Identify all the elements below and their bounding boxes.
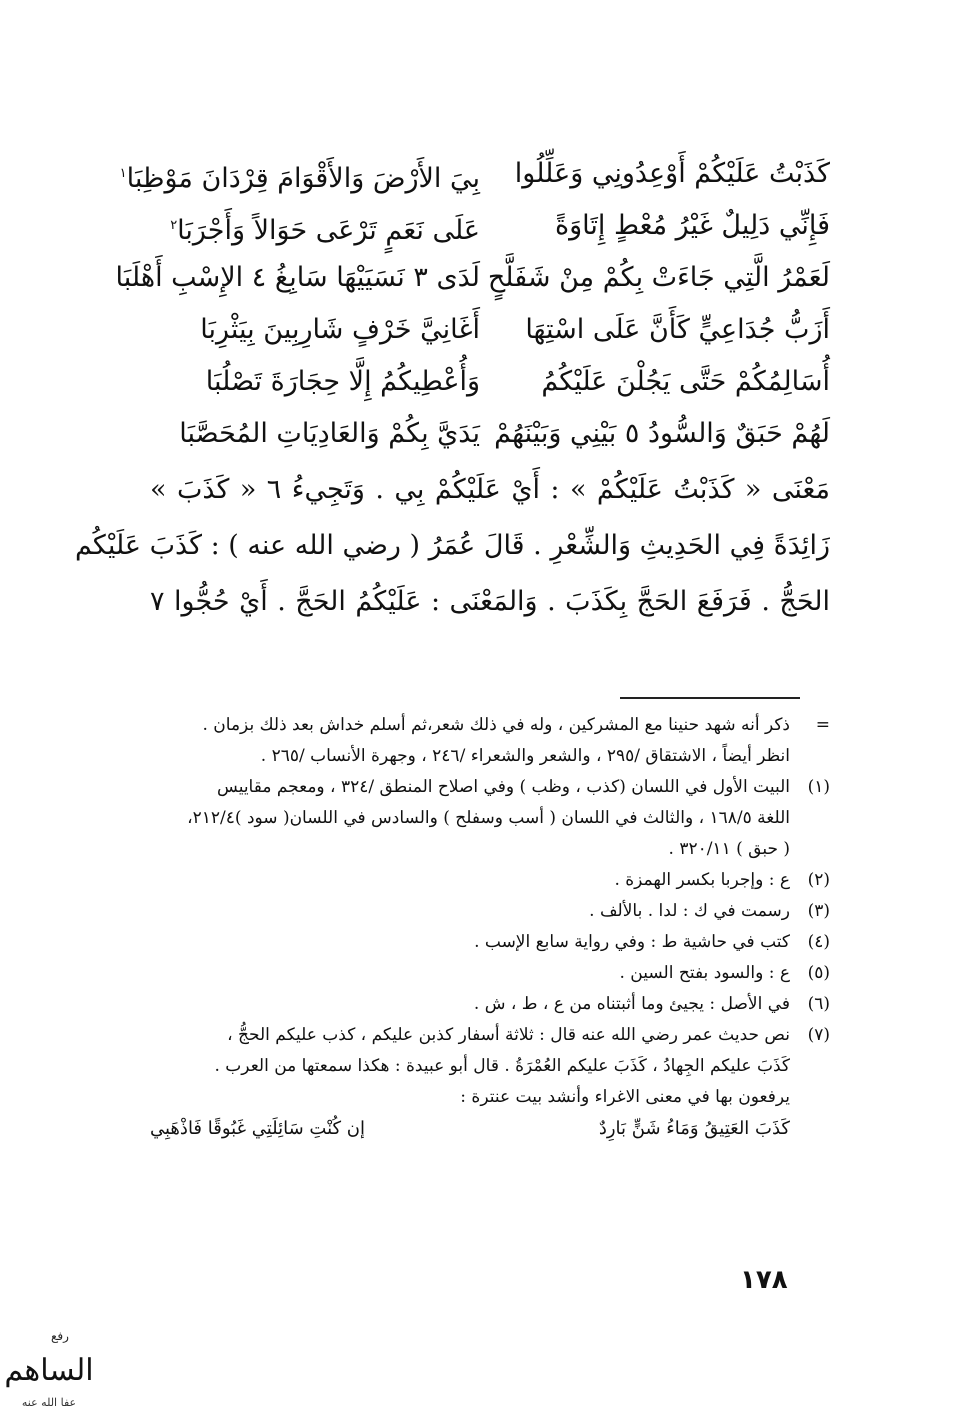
footnote-line: ع : وإجربا بكسر الهمزة . [614, 870, 790, 890]
footnote-continuation [150, 710, 830, 772]
commentary-line: زَائِدَةً فِي الحَدِيثِ وَالشِّعْرِ . قَالَ عُمَرُ ( رضي الله عنه ) : كَذَبَ عَلَيْكُم [74, 530, 830, 561]
quoted-couplet [150, 1113, 830, 1144]
verse-second-text: بِيَ الأَرْضَ وَالأَقْوَامَ قِرْدَانَ مَوْظِبَا [126, 163, 480, 194]
footnote-line: البيت الأول في اللسان (كذب ، وظب ) وفي اصلاح المنطق /٣٢٤ ، ومعجم مقاييس [217, 777, 790, 797]
verse-second-hemistich: وَأُعْطِيكُمُ إِلَّا حِجَارَةَ تَصْلُبَا [205, 366, 480, 397]
verse [150, 408, 830, 460]
verse-second-hemistich [119, 148, 480, 205]
footnote-mark: = [815, 715, 830, 735]
footnote-line: نص حديث عمر رضي الله عنه قال : ثلاثة أسفار كذبن عليكم ، كذب عليكم الحجُّ ، [227, 1025, 790, 1045]
verse-second-hemistich: يَدَيَّ بِكُمْ وَالعَادِيَاتِ المُحَصَّبَا [179, 418, 480, 449]
footnote-line: كتب في حاشية ط : وفي رواية سابع الإسب . [474, 932, 790, 952]
footnote-mark: (٧) [807, 1025, 830, 1045]
verse-first-hemistich: أَزَبُّ جُدَاعِيٍّ كَأَنَّ عَلَى اسْتِهَا [525, 314, 830, 345]
footnote-line: كَذَبَ عليكم الجِهادُ ، كَذَبَ عليكم العُمْرَةُ . قال أبو عبيدة : هكذا سمعتها من العرب . [214, 1056, 790, 1076]
footnote-5 [150, 958, 830, 989]
verse-footnote-ref: ١ [119, 166, 127, 181]
verse-first-hemistich: لَعَمْرُ الَّتِي جَاءَتْ بِكُمْ مِنْ شَفَلَّحٍ [487, 262, 830, 293]
footnote-mark: (٢) [807, 870, 830, 890]
footnotes [150, 710, 830, 1144]
footnote-2 [150, 865, 830, 896]
verse-first-hemistich: أُسَالِمُكُمْ حَتَّى يَجُلْنَ عَلَيْكُمُ [541, 366, 830, 397]
footnote-line: في الأصل : يجيئ وما أثبتناه من ع ، ط ، ش . [473, 994, 790, 1014]
commentary-line: مَعْنَى « كَذَبْتُ عَلَيْكُمْ » : أَيْ عَلَيْكُمْ بِي . وَتَجِيءُ ٦ « كَذَبَ » [150, 474, 830, 505]
footnote-6 [150, 989, 830, 1020]
footnote-7 [150, 1020, 830, 1113]
footnote-mark: (٤) [807, 932, 830, 952]
verse-footnote-ref: ٢ [170, 218, 178, 233]
verse-first-hemistich: كَذَبْتُ عَلَيْكُمْ أَوْعِدُونِي وَعَلِّلُوا [514, 158, 830, 189]
footnote-line: ع : والسود بفتح السين . [619, 963, 790, 983]
footnote-1 [150, 772, 830, 865]
footnote-line: انظر أيضاً ، الاشتقاق /٢٩٥ ، والشعر والشعراء /٢٤٦ ، وجهرة الأنساب /٢٦٥ . [260, 746, 790, 766]
footnote-mark: (٦) [807, 994, 830, 1014]
verse-second-hemistich: أَغَانِيَّ خَرْفٍ شَارِبِينَ بِيَثْرِبَا [200, 314, 480, 345]
footnote-mark: (١) [807, 777, 830, 797]
verse-first-hemistich: لَهُمْ حَبَقٌ وَالسُّودُ ٥ بَيْنِي وَبَيْنَهُمْ [494, 418, 830, 449]
footnote-mark: (٥) [807, 963, 830, 983]
verse [150, 356, 830, 408]
verse [119, 148, 830, 200]
page-number: ١٧٨ [740, 1265, 788, 1295]
footnote-mark: (٣) [807, 901, 830, 921]
commentary-paragraph [74, 462, 830, 630]
verse-second-hemistich [150, 200, 480, 257]
footnote-separator [620, 697, 800, 699]
publisher-stamp-logo [4, 1318, 94, 1414]
couplet-first-hemistich: كَذَبَ العَتِيقُ وَمَاءُ شَنٍّ بَارِدٌ [598, 1118, 790, 1139]
footnote-line: رسمت في ك : لدا . بالألف . [589, 901, 790, 921]
verse [150, 200, 830, 252]
footnote-body [150, 772, 790, 865]
footnote-line: ذكر أنه شهد حنينا مع المشركين ، وله في ذلك شعر،ثم أسلم خداش بعد ذلك بزمان . [202, 715, 790, 735]
footnote-body [150, 1020, 790, 1113]
verse-second-text: عَلَى نَعَمٍ تَرْعَى حَوَالاً وَأَجْرَبَا [177, 215, 480, 246]
footnote-4 [150, 927, 830, 958]
stamp-top-text: رفع [51, 1329, 69, 1343]
stamp-main-text: الساهم [4, 1353, 94, 1388]
commentary-line: الحَجُّ . فَرَفَعَ الحَجَّ بِكَذَبَ . وَالمَعْنَى : عَلَيْكُمُ الحَجَّ . أَيْ حُجُّوا ٧ [150, 586, 830, 617]
footnote-line: يرفعون بها في معنى الاغراء وأنشد بيت عنترة : [460, 1087, 790, 1107]
poem-block [115, 148, 830, 460]
verse-second-hemistich: لَدَى ٣ نَسَيَيْهَا سَابِغُ ٤ الإِسْبِ أَهْلَبَا [115, 262, 480, 293]
verse [115, 252, 830, 304]
stamp-bottom-text: عفا الله عنه [21, 1396, 77, 1409]
verse [150, 304, 830, 356]
couplet-second-hemistich: إن كُنْتِ سَائِلَتِي غَبُوقًا فَاذْهَبِي [150, 1118, 366, 1139]
footnote-3 [150, 896, 830, 927]
footnote-line: ( حبق ) ٣٢٠/١١ . [668, 839, 790, 859]
footnote-body [150, 710, 790, 772]
footnote-line: اللغة ١٦٨/٥ ، والثالث في اللسان ( أسب وسفلح ) والسادس في اللسان( سود )٢١٢/٤، [187, 808, 790, 828]
verse-first-hemistich: فَإِنِّي دَلِيلٌ غَيْرُ مُعْطٍ إِتَاوَةً [554, 210, 830, 241]
